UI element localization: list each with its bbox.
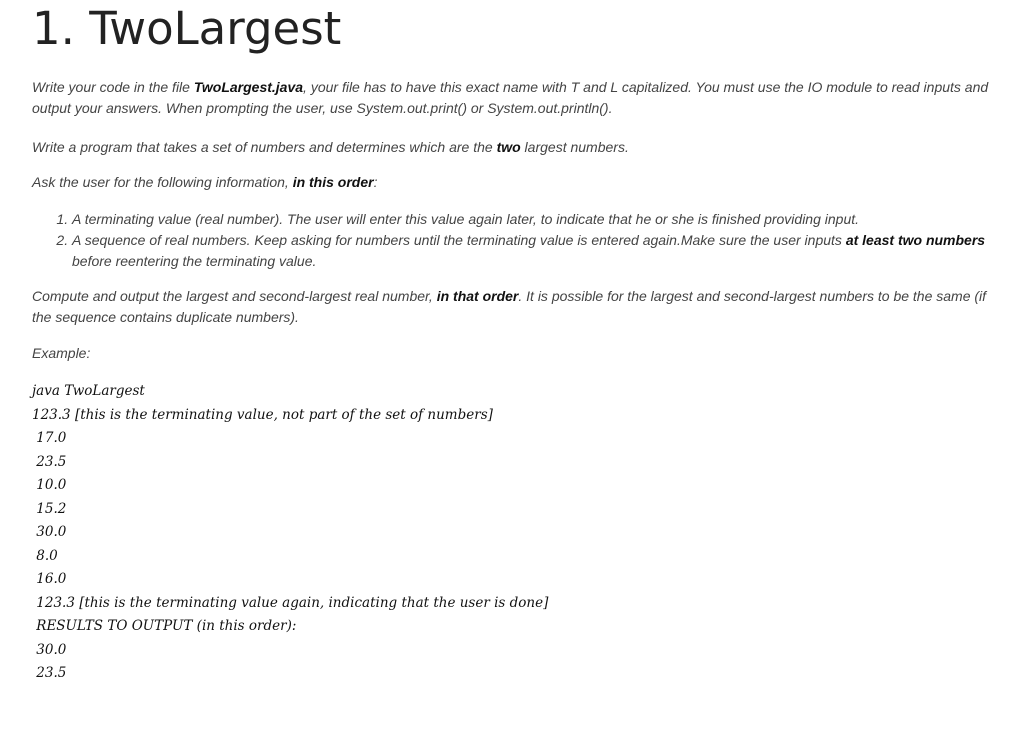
example-label: Example: bbox=[32, 345, 91, 361]
list-item bbox=[72, 209, 1007, 230]
ask-text-1: Ask the user for the following information, bbox=[32, 174, 293, 190]
step-2-text-1: A sequence of real numbers. Keep asking for numbers until the terminating value is entered again.Make sure the user inputs bbox=[72, 232, 846, 248]
task-bold: two bbox=[496, 139, 521, 155]
example-line: 30.0 bbox=[32, 524, 67, 540]
compute-text-1: Compute and output the largest and second-largest real number, bbox=[32, 288, 437, 304]
ask-text-2: : bbox=[373, 174, 378, 190]
task-text-2: largest numbers. bbox=[520, 139, 629, 155]
example-output bbox=[32, 380, 1007, 686]
task-text-1: Write a program that takes a set of numbers and determines which are the bbox=[32, 139, 497, 155]
example-line: RESULTS TO OUTPUT (in this order): bbox=[32, 618, 297, 634]
example-line: 123.3 [this is the terminating value, not part of the set of numbers] bbox=[32, 406, 493, 423]
document bbox=[32, 0, 1007, 686]
step-1-text: A terminating value (real number). The user will enter this value again later, to indicate that he or she is finished providing input. bbox=[72, 211, 860, 227]
task-paragraph bbox=[32, 137, 1007, 158]
step-2-text-2: before reentering the terminating value. bbox=[72, 253, 317, 269]
compute-bold: in that order bbox=[436, 288, 519, 304]
example-line: java TwoLargest bbox=[32, 383, 145, 399]
intro-text-1: Write your code in the file bbox=[32, 79, 194, 95]
example-line: 8.0 bbox=[32, 547, 58, 564]
page-title: 1. TwoLargest bbox=[32, 2, 342, 55]
example-line: 17.0 bbox=[32, 430, 67, 446]
intro-paragraph bbox=[32, 77, 1007, 119]
example-line: 30.0 bbox=[32, 641, 67, 658]
intro-text-2: , your file has to have this exact name with T and L capitalized. You must use the IO module to read inputs and output your answers. When prompting the user, use System.out.print() or System.out.println(). bbox=[32, 79, 989, 116]
ask-paragraph bbox=[32, 172, 1007, 193]
example-line: 10.0 bbox=[32, 477, 67, 493]
compute-text-2: . It is possible for the largest and second-largest numbers to be the same (if the sequence contains duplicate numbers). bbox=[32, 288, 987, 325]
list-item bbox=[72, 230, 1007, 272]
example-line: 16.0 bbox=[32, 571, 67, 587]
example-line: 123.3 [this is the terminating value again, indicating that the user is done] bbox=[32, 594, 549, 611]
steps-list bbox=[32, 209, 1007, 272]
step-2-bold: at least two numbers bbox=[845, 232, 986, 248]
intro-filename: TwoLargest.java bbox=[193, 79, 304, 95]
example-line: 15.2 bbox=[32, 500, 67, 517]
compute-paragraph bbox=[32, 286, 1007, 328]
example-line: 23.5 bbox=[32, 453, 67, 470]
ask-bold: in this order bbox=[292, 174, 374, 190]
example-line: 23.5 bbox=[32, 665, 67, 681]
